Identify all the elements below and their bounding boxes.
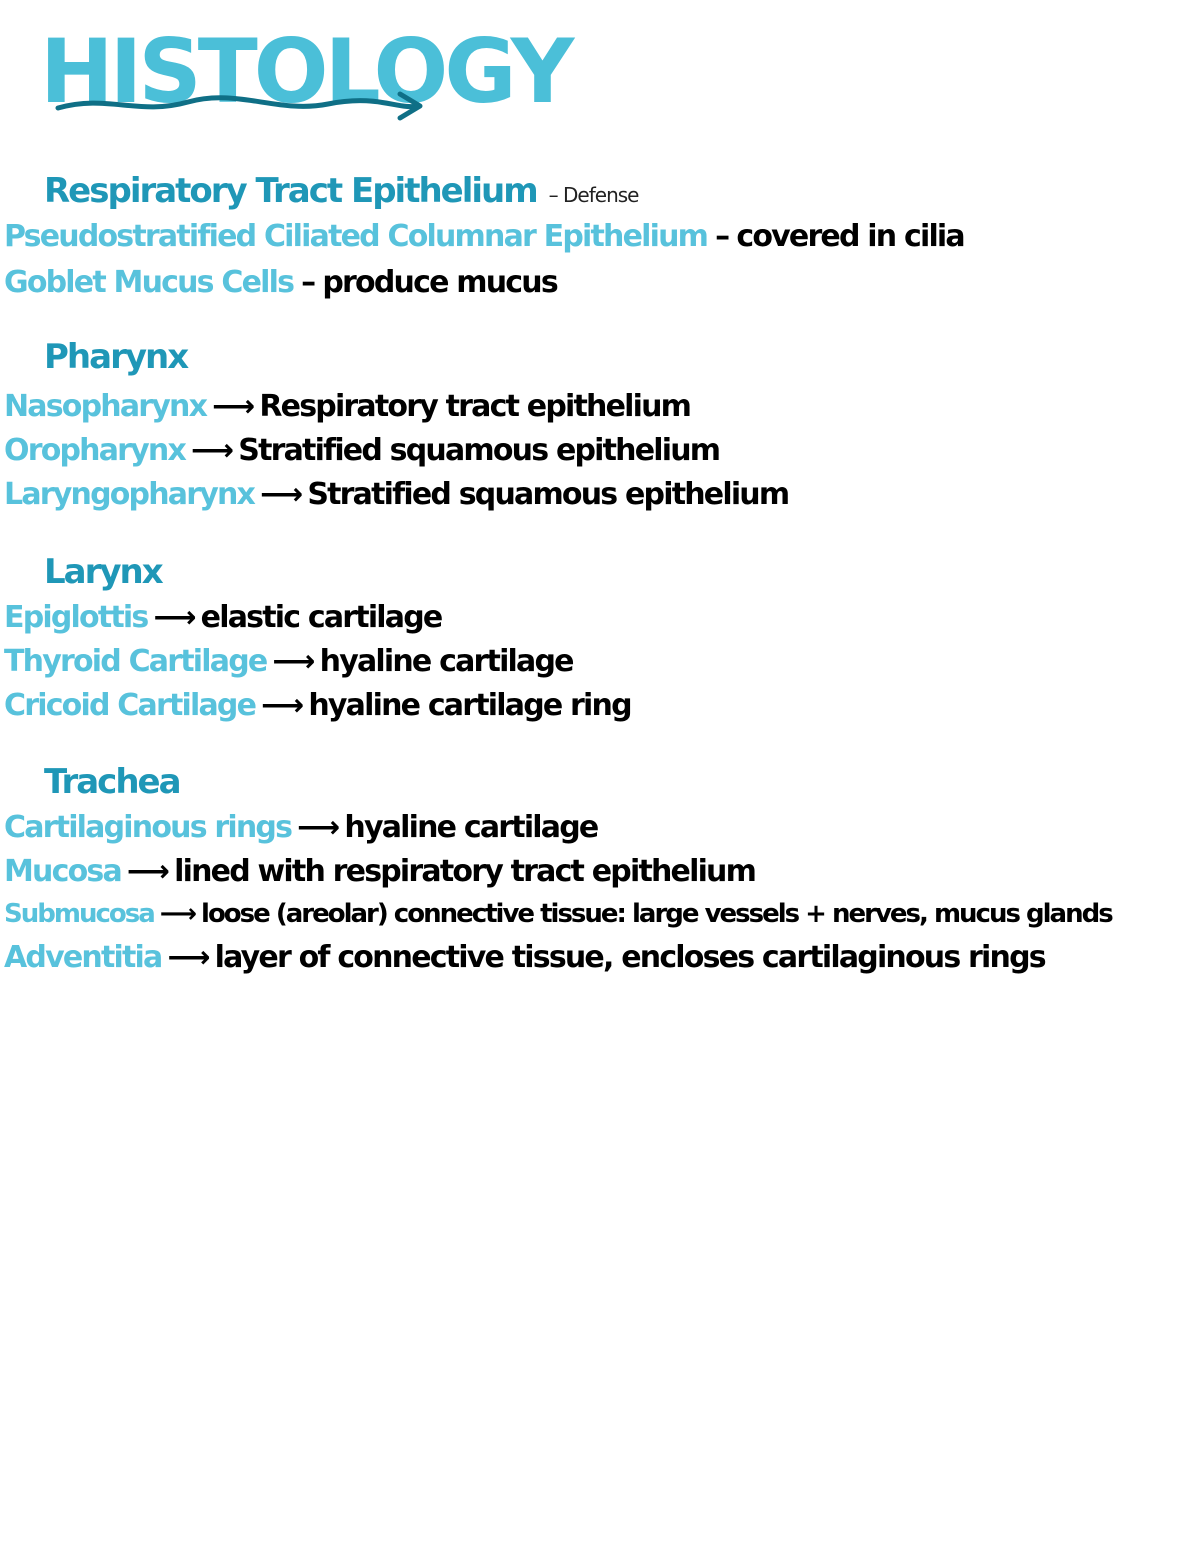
term: Laryngopharynx: [4, 477, 255, 512]
term: Mucosa: [4, 854, 121, 889]
arrow-icon: ⟶: [272, 644, 314, 679]
list-item: [4, 901, 1112, 927]
description: hyaline cartilage: [319, 644, 573, 679]
section-heading: [44, 171, 639, 211]
description: Respiratory tract epithelium: [259, 389, 691, 424]
arrow-icon: ⟶: [297, 810, 339, 845]
page-title-block: [40, 20, 571, 138]
term: Cartilaginous rings: [4, 810, 292, 845]
description: Stratified squamous epithelium: [307, 477, 789, 512]
section-heading: Pharynx: [44, 337, 188, 377]
description: elastic cartilage: [200, 600, 442, 635]
section-heading: Larynx: [44, 552, 162, 592]
list-item: [4, 389, 691, 424]
description: covered in cilia: [736, 219, 964, 254]
description: lined with respiratory tract epithelium: [174, 854, 756, 889]
list-item: [4, 265, 557, 300]
dash-separator: –: [715, 219, 729, 254]
list-item: [4, 688, 631, 723]
heading-text: Respiratory Tract Epithelium: [44, 171, 537, 211]
arrow-icon: ⟶: [159, 899, 196, 929]
description: hyaline cartilage ring: [308, 688, 631, 723]
term: Cricoid Cartilage: [4, 688, 256, 723]
page-title: HISTOLOGY: [40, 20, 571, 123]
term: Submucosa: [4, 899, 154, 929]
list-item: [4, 219, 964, 254]
description: hyaline cartilage: [344, 810, 598, 845]
dash-separator: –: [301, 265, 315, 300]
description: Stratified squamous epithelium: [238, 433, 720, 468]
description: produce mucus: [322, 265, 557, 300]
list-item: [4, 940, 1045, 975]
term: Pseudostratified Ciliated Columnar Epithelium: [4, 219, 708, 254]
term: Nasopharynx: [4, 389, 207, 424]
term: Oropharynx: [4, 433, 186, 468]
arrow-icon: ⟶: [212, 389, 254, 424]
heading-note: Defense: [563, 183, 639, 207]
title-strike-arrow-icon: [48, 76, 448, 126]
arrow-icon: ⟶: [191, 433, 233, 468]
term: Epiglottis: [4, 600, 148, 635]
term: Goblet Mucus Cells: [4, 265, 294, 300]
list-item: [4, 810, 598, 845]
list-item: [4, 854, 756, 889]
description: layer of connective tissue, encloses cartilaginous rings: [214, 940, 1045, 975]
term: Thyroid Cartilage: [4, 644, 267, 679]
list-item: [4, 644, 573, 679]
arrow-icon: ⟶: [261, 688, 303, 723]
heading-dash: –: [548, 183, 558, 207]
arrow-icon: ⟶: [260, 477, 302, 512]
arrow-icon: ⟶: [126, 854, 169, 889]
description: loose (areolar) connective tissue: large vessels + nerves, mucus glands: [201, 899, 1112, 929]
arrow-icon: ⟶: [153, 600, 195, 635]
term: Adventitia: [4, 940, 162, 975]
list-item: [4, 433, 720, 468]
arrow-icon: ⟶: [167, 940, 209, 975]
section-heading: Trachea: [44, 762, 180, 802]
list-item: [4, 477, 789, 512]
list-item: [4, 600, 442, 635]
